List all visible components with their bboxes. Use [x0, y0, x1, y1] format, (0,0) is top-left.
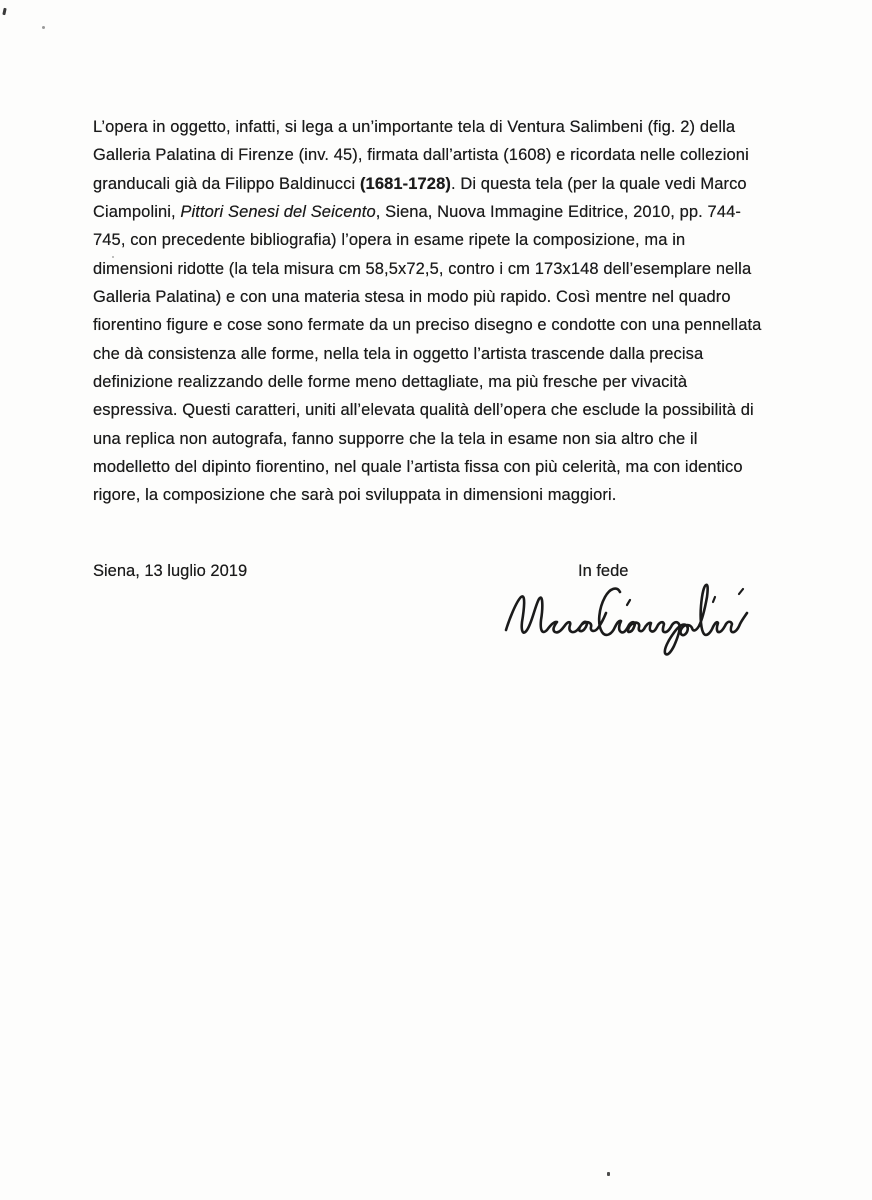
- text-line: Ciampolini, Pittori Senesi del Seicento, Siena, Nuova Immagine Editrice, 2010, pp. 744-: [93, 203, 741, 222]
- text-line: una replica non autografa, fanno supporre che la tela in esame non sia altro che il: [93, 429, 698, 448]
- text-line: 745, con precedente bibliografia) l’opera in esame ripete la composizione, ma in: [93, 231, 686, 250]
- text-line: dimensioni ridotte (la tela misura cm 58,5x72,5, contro i cm 173x148 dell’esemplare nella: [93, 259, 752, 278]
- body-paragraph: [93, 113, 793, 510]
- signature-tick-1: [627, 600, 630, 605]
- text-line: rigore, la composizione che sarà poi sviluppata in dimensioni maggiori.: [93, 486, 617, 505]
- text-line: che dà consistenza alle forme, nella tela in oggetto l’artista trascende dalla precisa: [93, 344, 704, 363]
- text-line: Galleria Palatina di Firenze (inv. 45), firmata dall’artista (1608) e ricordata nelle collezioni: [93, 146, 749, 165]
- text-line: modelletto del dipinto fiorentino, nel quale l’artista fissa con più celerità, ma con identico: [93, 458, 743, 477]
- scan-speck: [42, 26, 45, 29]
- signature-tick-2: [713, 597, 715, 602]
- text-line: definizione realizzando delle forme meno dettagliate, ma più fresche per vivacità: [93, 373, 688, 392]
- text-line: Galleria Palatina) e con una materia stesa in modo più rapido. Così mentre nel quadro: [93, 288, 731, 307]
- signature-tick-3: [739, 589, 743, 594]
- text-line: granducali già da Filippo Baldinucci (1681-1728). Di questa tela (per la quale vedi Marco: [93, 174, 747, 193]
- text-line: fiorentino figure e cose sono fermate da un preciso disegno e condotte con una pennellata: [93, 316, 762, 335]
- signature-stroke-marco: [506, 596, 606, 632]
- scan-speck: [112, 256, 114, 258]
- closing-formula: In fede: [578, 562, 629, 580]
- signature-stroke-ciampolini: [599, 585, 747, 655]
- handwritten-signature: [498, 580, 750, 662]
- text-line: espressiva. Questi caratteri, uniti all’elevata qualità dell’opera che esclude la possibilità di: [93, 401, 754, 420]
- scan-speck: [607, 1172, 610, 1176]
- scan-speck: [2, 8, 6, 15]
- place-date: Siena, 13 luglio 2019: [93, 562, 248, 580]
- text-line: L’opera in oggetto, infatti, si lega a un’importante tela di Ventura Salimbeni (fig. 2) della: [93, 118, 736, 136]
